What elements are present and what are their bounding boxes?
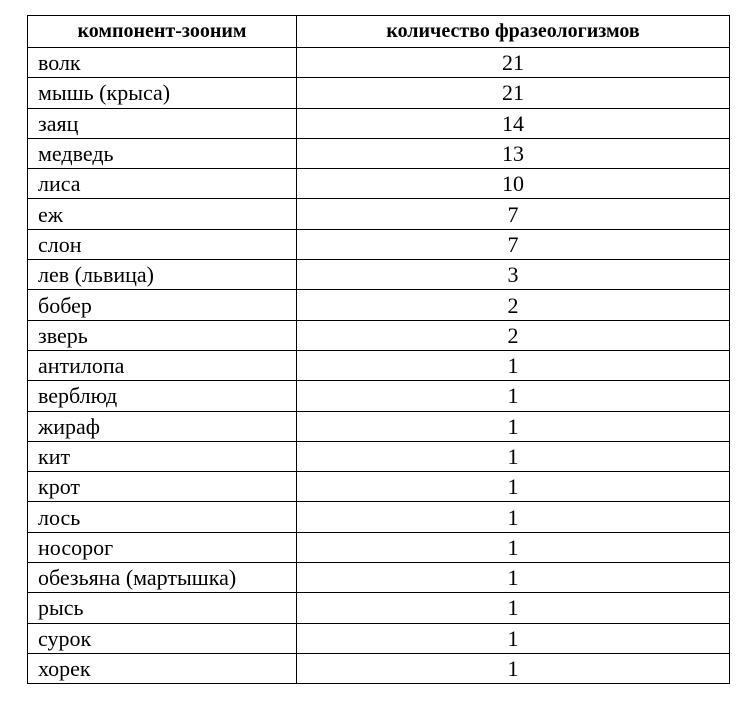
count-cell: 14	[297, 108, 730, 138]
zoonym-cell: лиса	[28, 169, 297, 199]
table-row	[28, 48, 730, 78]
table-row	[28, 653, 730, 683]
table-row	[28, 411, 730, 441]
count-cell: 1	[297, 653, 730, 683]
count-cell: 13	[297, 138, 730, 168]
table-row	[28, 502, 730, 532]
header-phraseology-count: количество фразеологизмов	[297, 16, 730, 48]
zoonym-cell: хорек	[28, 653, 297, 683]
table-row	[28, 78, 730, 108]
count-cell: 21	[297, 78, 730, 108]
zoonym-cell: носорог	[28, 532, 297, 562]
table-row	[28, 169, 730, 199]
count-cell: 21	[297, 48, 730, 78]
zoonym-cell: бобер	[28, 290, 297, 320]
count-cell: 1	[297, 472, 730, 502]
zoonym-cell: волк	[28, 48, 297, 78]
zoonym-cell: заяц	[28, 108, 297, 138]
table-row	[28, 199, 730, 229]
zoonym-cell: лось	[28, 502, 297, 532]
table-row	[28, 472, 730, 502]
table-row	[28, 320, 730, 350]
count-cell: 1	[297, 532, 730, 562]
zoonym-cell: еж	[28, 199, 297, 229]
zoonym-cell: зверь	[28, 320, 297, 350]
table-row	[28, 290, 730, 320]
count-cell: 2	[297, 290, 730, 320]
count-cell: 1	[297, 563, 730, 593]
count-cell: 2	[297, 320, 730, 350]
count-cell: 1	[297, 411, 730, 441]
table-row	[28, 260, 730, 290]
table-row	[28, 441, 730, 471]
table-row	[28, 108, 730, 138]
table-row	[28, 563, 730, 593]
table-row	[28, 381, 730, 411]
zoonym-table-container	[27, 15, 730, 684]
zoonym-cell: крот	[28, 472, 297, 502]
count-cell: 1	[297, 593, 730, 623]
table-header-row	[28, 16, 730, 48]
table-body	[28, 48, 730, 684]
count-cell: 3	[297, 260, 730, 290]
table-row	[28, 593, 730, 623]
count-cell: 7	[297, 199, 730, 229]
table-row	[28, 350, 730, 380]
zoonym-phraseology-table	[27, 15, 730, 684]
zoonym-cell: мышь (крыса)	[28, 78, 297, 108]
zoonym-cell: лев (львица)	[28, 260, 297, 290]
table-row	[28, 623, 730, 653]
zoonym-cell: жираф	[28, 411, 297, 441]
zoonym-cell: сурок	[28, 623, 297, 653]
count-cell: 10	[297, 169, 730, 199]
count-cell: 1	[297, 502, 730, 532]
count-cell: 1	[297, 623, 730, 653]
zoonym-cell: медведь	[28, 138, 297, 168]
count-cell: 1	[297, 441, 730, 471]
zoonym-cell: слон	[28, 229, 297, 259]
count-cell: 1	[297, 350, 730, 380]
header-zoonym-component: компонент-зооним	[28, 16, 297, 48]
zoonym-cell: рысь	[28, 593, 297, 623]
zoonym-cell: обезьяна (мартышка)	[28, 563, 297, 593]
zoonym-cell: верблюд	[28, 381, 297, 411]
zoonym-cell: кит	[28, 441, 297, 471]
zoonym-cell: антилопа	[28, 350, 297, 380]
count-cell: 7	[297, 229, 730, 259]
table-row	[28, 532, 730, 562]
count-cell: 1	[297, 381, 730, 411]
table-row	[28, 229, 730, 259]
table-row	[28, 138, 730, 168]
